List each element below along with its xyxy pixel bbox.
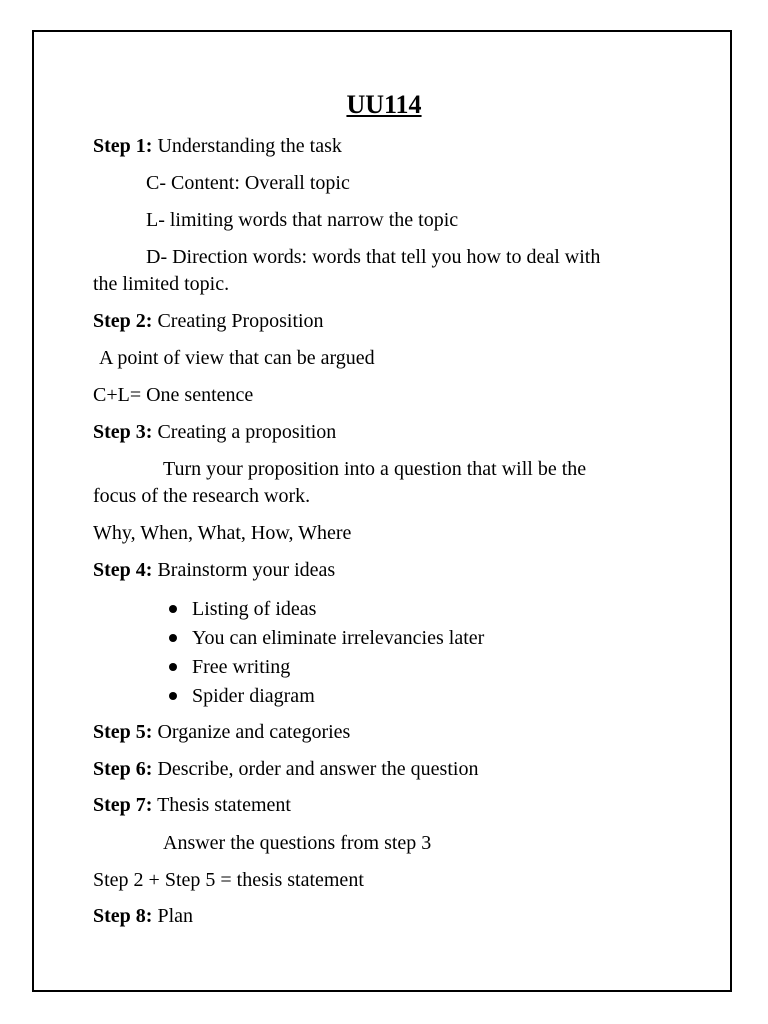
step-2-line-formula: C+L= One sentence: [93, 384, 254, 406]
step-3-heading: [93, 419, 336, 446]
list-item: Spider diagram: [166, 682, 484, 711]
step-4-text: Brainstorm your ideas: [152, 559, 336, 581]
step-1-item-direction: D- Direction words: words that tell you how to deal with: [146, 246, 601, 268]
step-8-heading: [93, 903, 193, 930]
step-5-text: Organize and categories: [152, 721, 351, 743]
step-6-label: Step 6:: [93, 758, 153, 780]
step-1-item-direction-continuation: the limited topic.: [93, 273, 230, 295]
step-8-text: Plan: [152, 905, 194, 927]
page-title: UU114: [346, 90, 422, 119]
bullet-icon: [169, 605, 177, 613]
step-1-text: Understanding the task: [152, 135, 342, 157]
step-6-text: Describe, order and answer the question: [152, 758, 479, 780]
step-4-label: Step 4:: [93, 559, 153, 581]
step-1-item-content: C- Content: Overall topic: [146, 172, 350, 194]
bullet-icon: [169, 692, 177, 700]
bullet-icon: [169, 663, 177, 671]
step-4-heading: [93, 557, 335, 584]
step-3-paragraph-line-2: focus of the research work.: [93, 485, 311, 507]
step-7-label: Step 7:: [93, 794, 153, 816]
step-7-line-formula: Step 2 + Step 5 = thesis statement: [93, 869, 364, 891]
step-6-heading: [93, 756, 478, 783]
bullet-icon: [169, 634, 177, 642]
list-item: You can eliminate irrelevancies later: [166, 624, 484, 653]
step-8-label: Step 8:: [93, 905, 153, 927]
step-3-text: Creating a proposition: [152, 421, 337, 443]
step-1-item-limiting: L- limiting words that narrow the topic: [146, 209, 459, 231]
step-3-question-words: Why, When, What, How, Where: [93, 522, 352, 544]
step-7-line-answer: Answer the questions from step 3: [163, 832, 432, 854]
step-4-bullet-list: [166, 595, 484, 711]
step-2-label: Step 2:: [93, 310, 153, 332]
step-5-heading: [93, 719, 350, 746]
step-3-label: Step 3:: [93, 421, 153, 443]
list-item: Listing of ideas: [166, 595, 484, 624]
step-2-line-point-of-view: A point of view that can be argued: [99, 347, 375, 369]
list-item: Free writing: [166, 653, 484, 682]
step-7-text: Thesis statement: [152, 794, 291, 816]
step-7-heading: [93, 792, 291, 819]
step-1-heading: [93, 133, 342, 160]
step-2-heading: [93, 308, 324, 335]
step-5-label: Step 5:: [93, 721, 153, 743]
step-1-label: Step 1:: [93, 135, 153, 157]
step-3-paragraph-line-1: Turn your proposition into a question that will be the: [163, 458, 587, 480]
step-2-text: Creating Proposition: [152, 310, 324, 332]
